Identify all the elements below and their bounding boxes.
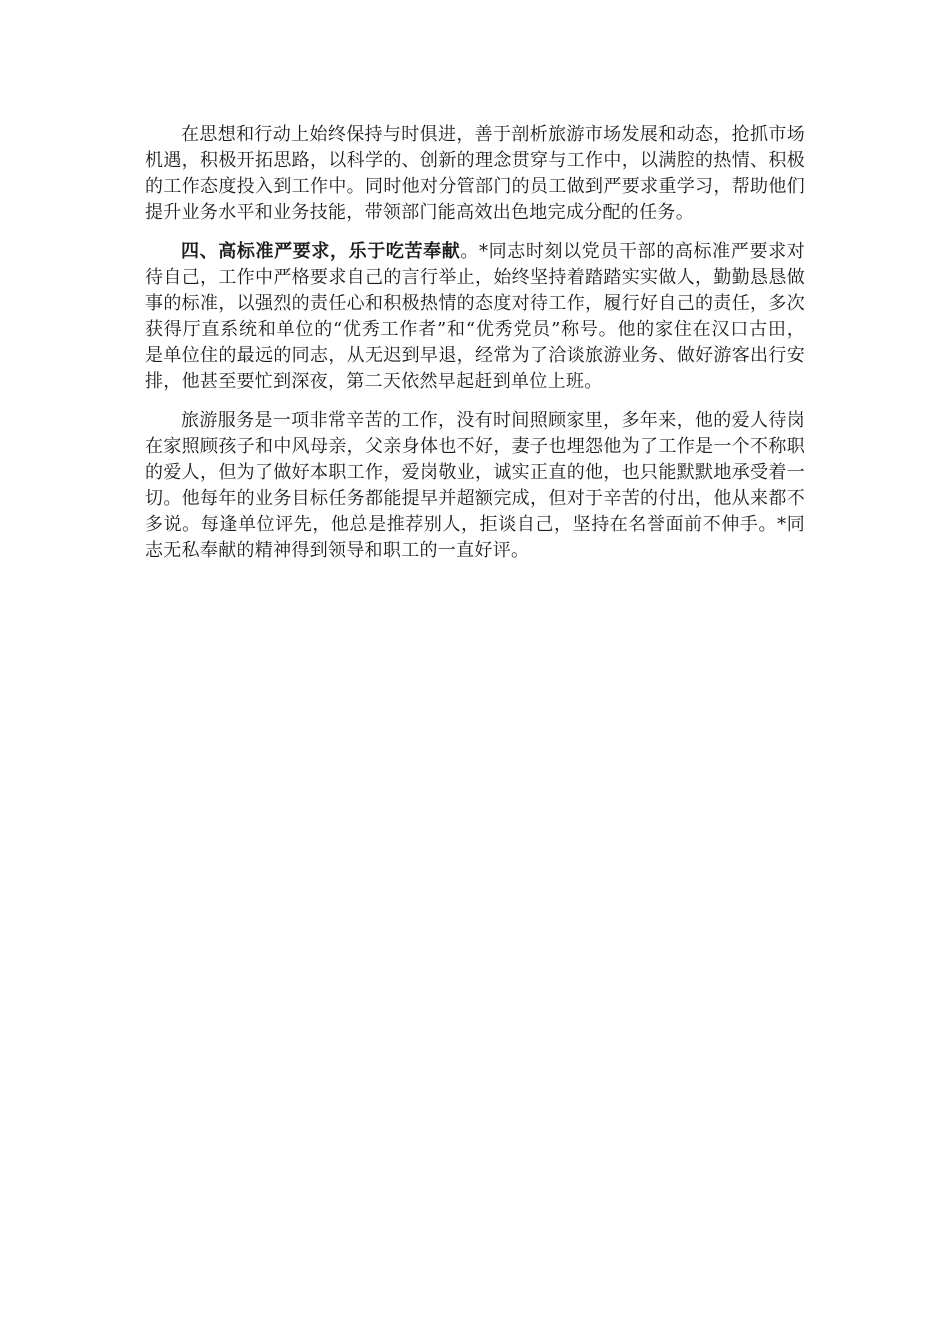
paragraph-2 [145,239,805,395]
paragraph-3 [145,408,805,564]
paragraph-2-text: 。*同志时刻以党员干部的高标准严要求对待自己，工作中严格要求自己的言行举止，始终坚持着踏踏实实做人，勤勤恳恳做事的标准，以强烈的责任心和积极热情的态度对待工作，履行好自己的责任，多次获得厅直系统和单位的“优秀工作者”和“优秀党员”称号。他的家住在汉口古田，是单位住的最远的同志，从无迟到早退，经常为了洽谈旅游业务、做好游客出行安排，他甚至要忙到深夜，第二天依然早起赶到单位上班。 [145,241,805,392]
paragraph-1-text: 在思想和行动上始终保持与时俱进，善于剖析旅游市场发展和动态，抢抓市场机遇，积极开拓思路，以科学的、创新的理念贯穿与工作中，以满腔的热情、积极的工作态度投入到工作中。同时他对分管部门的员工做到严要求重学习，帮助他们提升业务水平和业务技能，带领部门能高效出色地完成分配的任务。 [145,124,805,223]
document-body [145,122,805,577]
paragraph-3-text: 旅游服务是一项非常辛苦的工作，没有时间照顾家里，多年来，他的爱人待岗在家照顾孩子和中风母亲，父亲身体也不好，妻子也埋怨他为了工作是一个不称职的爱人，但为了做好本职工作，爱岗敬业，诚实正直的他，也只能默默地承受着一切。他每年的业务目标任务都能提早并超额完成，但对于辛苦的付出，他从来都不多说。每逢单位评先，他总是推荐别人，拒谈自己，坚持在名誉面前不伸手。*同志无私奉献的精神得到领导和职工的一直好评。 [145,410,805,561]
paragraph-1 [145,122,805,226]
paragraph-2-heading: 四、高标准严要求，乐于吃苦奉献 [181,241,461,262]
